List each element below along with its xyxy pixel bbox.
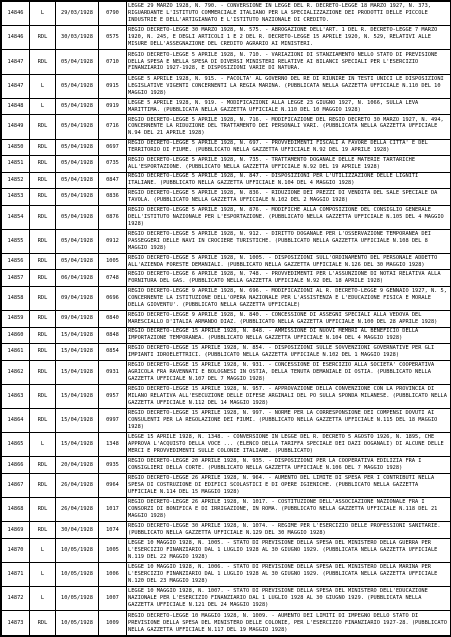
act-title: REGIO DECRETO-LEGGE 5 APRILE 1928, N. 912. - DIRITTO DOGANALE PER L'OSSERVAZIONE TEMPORANEA DEI PASSEGGERI DELLE NAVI IN CROCIERE TURISTICHE. (PUBBLICATO NELLA GAZZETTA UFFICIALE N.108 DEL 8 MAGGIO 1928) [127,229,451,253]
act-number: 0716 [99,115,127,139]
entry-number: 14869 [2,522,30,539]
table-row [2,538,451,562]
entry-number: 14857 [2,270,30,287]
act-date: 15/04/1928 [56,409,99,433]
act-title: REGIO DECRETO-LEGGE 5 APRILE 1928, N. 710. - VARIAZIONI DI STANZIAMENTO NELLO STATO DI PREVISIONE DELLA SPESA E NELLA SPESA DI DIVERSI MINISTERI RELATIVE AI BILANCI SPECIALI PER L'ESERCIZIO FINANZIARIO 1927-1928, E DISPOSIZIONI VARIE DI NATURA. [127,50,451,74]
act-date: 05/04/1928 [56,74,99,98]
act-type: RDL [30,498,56,522]
act-title: REGIO DECRETO-LEGGE 20 APRILE 1928, N. 935. - DISPOSIZIONI PER LA COOPERATIVA EDILIZIA FRA I CONSIGLIERI DELLA CORTE. (PUBBLICATO NELLA GAZZETTA UFFICIALE N.106 DEL 7 MAGGIO 1928) [127,457,451,474]
act-date: 29/03/1928 [56,2,99,26]
act-date: 06/04/1928 [56,270,99,287]
entry-number: 14860 [2,327,30,344]
act-type: L [30,538,56,562]
entry-number: 14847 [2,50,30,74]
act-date: 09/04/1928 [56,286,99,310]
entry-number: 14862 [2,360,30,384]
act-type: RDL [30,189,56,206]
act-number: 0848 [99,327,127,344]
act-title: REGIO DECRETO-LEGGE 5 APRILE 1928, N. 716. - MODIFICAZIONE DEL REGIO DECRETO 30 MARZO 1927, N. 494, CONCERNENTE LA RIDUZIONE DEL TRATTAMENTO DEI PERSONALI VARI. (PUBBLICATA NELLA GAZZETTA UFFICIALE N.94 DEL 21 APRILE 1928) [127,115,451,139]
entry-number: 14856 [2,253,30,270]
act-type: L [30,2,56,26]
table-row [2,311,451,328]
act-title: REGIO DECRETO-LEGGE 15 APRILE 1928, N. 931. - CONCESSIONE DI ESERCIZIO ALLA SOCIETA' COOPERATIVA AGRICOLA FRA RAVENNATI E BOLOGNESI IN OSTIA, DELLA TENUTA DEMANIALE DI OSTIA. (PUBBLICATO NELLA GAZZETTA UFFICIALE N.107 DEL 7 MAGGIO 1928) [127,360,451,384]
table-row [2,74,451,98]
table-row [2,139,451,156]
act-date: 10/05/1928 [56,563,99,587]
act-title: LEGGE 29 MARZO 1928, N. 790. - CONVERSIONE IN LEGGE DEL R. DECRETO-LEGGE 18 MARZO 1927, N. 373, RIGUARDANTE L'ISTITUTO COMMERCIALE ITALIANO PER LA SPECIALIZZAZIONE DEI PRODOTTI DELLE PICCOLE INDUSTRIE E DELL'ARTIGIANATO E L'ISTITUTO NAZIONALE DI CREDITO. [127,2,451,26]
act-date: 10/05/1928 [56,611,99,636]
act-title: REGIO DECRETO-LEGGE 15 APRILE 1928, N. 997. - NORME PER LA CORRESPONSIONE DEI COMPENSI DOVUTI AI CONSULENTI PER LA REGOLAZIONE DEI FIUMI. (PUBBLICATO NELLA GAZZETTA UFFICIALE N.115 DEL 18 MAGGIO 1928) [127,409,451,433]
entry-number: 14870 [2,538,30,562]
act-title: REGIO DECRETO-LEGGE 5 APRILE 1928, N. 735. - TRATTAMENTO DOGANALE DELLE MATERIE TARTARICHE ALL'ESPORTAZIONE. (PUBBLICATO NELLA GAZZETTA UFFICIALE N.92 DEL 19 APRILE 1928) [127,156,451,173]
act-date: 26/04/1928 [56,498,99,522]
act-number: 0790 [99,2,127,26]
entry-number: 14853 [2,189,30,206]
act-title: LEGGE 15 APRILE 1928, N. 1348. - CONVERSIONE IN LEGGE DEL R. DECRETO 5 AGOSTO 1926, N. 1895, CHE APPROVA L'ACQUISTO DELLA VOCE ... (ELENCO DELLA TARIFFA SPECIALE DEI DAZI DOGANALI) DI ALCUNE DELLE MERCI E PROVVEDIMENTI SULLE COLONIE ITALIANE. (PUBBLICATO) [127,433,451,457]
act-date: 05/04/1928 [56,172,99,189]
act-title: LEGGE 10 MAGGIO 1928, N. 1007. - STATO DI PREVISIONE DELLA SPESA DEL MINISTERO DELL'EDUCAZIONE NAZIONALE PER L'ESERCIZIO FINANZIARIO DAL 1 LUGLIO 1928 AL 30 GIUGNO 1929. (PUBBLICATA NELLA GAZZETTA UFFICIALE N.121 DEL 24 MAGGIO 1928) [127,587,451,611]
act-number: 1005 [99,538,127,562]
act-type: RDL [30,473,56,497]
act-number: 0931 [99,360,127,384]
act-type: RDL [30,286,56,310]
act-date: 05/04/1928 [56,50,99,74]
act-number: 1074 [99,522,127,539]
act-type: RDL [30,172,56,189]
table-row [2,327,451,344]
table-row [2,286,451,310]
act-number: 0912 [99,229,127,253]
entry-number: 14849 [2,115,30,139]
act-type: L [30,98,56,115]
entry-number: 14868 [2,498,30,522]
act-number: 0919 [99,98,127,115]
entry-number: 14855 [2,229,30,253]
act-type: L [30,74,56,98]
entry-number: 14858 [2,286,30,310]
act-date: 05/04/1928 [56,229,99,253]
act-type: RDL [30,205,56,229]
table-row [2,2,451,26]
act-type: RDL [30,344,56,361]
entry-number: 14852 [2,172,30,189]
act-title: REGIO DECRETO-LEGGE 30 APRILE 1928, N. 1074. - REGIME PER L'ESERCIZIO DELLE PROFESSIONI SANITARIE. (PUBBLICATO NELLA GAZZETTA UFFICIALE N.129 DEL 30 MAGGIO 1928) [127,522,451,539]
act-number: 0915 [99,74,127,98]
entry-number: 14848 [2,98,30,115]
act-date: 10/05/1928 [56,538,99,562]
act-date: 05/04/1928 [56,115,99,139]
table-row [2,253,451,270]
act-number: 0575 [99,26,127,50]
table-row [2,457,451,474]
act-title: REGIO DECRETO-LEGGE 9 APRILE 1928, N. 840. - CONCESSIONE DI ASSEGNI SPECIALI ALLA VEDOVA DEL MARESCIALLO D'ITALIA ARMANDO DIAZ. (PUBBLICATO NELLA GAZZETTA UFFICIALE N.100 DEL 28 APRILE 1928) [127,311,451,328]
table-row [2,433,451,457]
entry-number: 14864 [2,409,30,433]
act-type: RDL [30,156,56,173]
table-row [2,360,451,384]
act-number: 0997 [99,409,127,433]
act-type: L [30,587,56,611]
act-date: 20/04/1928 [56,457,99,474]
table-row [2,172,451,189]
act-number: 0836 [99,189,127,206]
entry-number: 14846 [2,26,30,50]
act-title: REGIO DECRETO-LEGGE 9 APRILE 1928, N. 696. - MODIFICAZIONI AL R. DECRETO-LEGGE 9 GENNAIO 1927, N. 5, CONCERNENTE LA ISTITUZIONE DELL'OPERA NAZIONALE PER L'ASSISTENZA E L'EDUCAZIONE FISICA E MORALE DELLA GIOVENTU'. (PUBBLICATO NELLA GAZZETTA UFFICIALE) [127,286,451,310]
act-title: LEGGE 10 MAGGIO 1928, N. 1006. - STATO DI PREVISIONE DELLA SPESA DEL MINISTERO DELLA MARINA PER L'ESERCIZIO FINANZIARIO DAL 1 LUGLIO 1928 AL 30 GIUGNO 1929. (PUBBLICATA NELLA GAZZETTA UFFICIALE N.120 DEL 23 MAGGIO 1928) [127,563,451,587]
act-type: RDL [30,522,56,539]
act-date: 09/04/1928 [56,311,99,328]
table-row [2,344,451,361]
entry-number: 14861 [2,344,30,361]
act-title: REGIO DECRETO-LEGGE 5 APRILE 1928, N. 697. - PROVVEDIMENTI FISCALI A FAVORE DELLA CITTA' E DEL TERRITORIO DI FIUME. (PUBBLICATO NELLA GAZZETTA UFFICIALE N.92 DEL 19 APRILE 1928) [127,139,451,156]
act-title: LEGGE 10 MAGGIO 1928, N. 1005. - STATO DI PREVISIONE DELLA SPESA DEL MINISTERO DELLA GUERRA PER L'ESERCIZIO FINANZIARIO DAL 1 LUGLIO 1928 AL 30 GIUGNO 1929. (PUBBLICATA NELLA GAZZETTA UFFICIALE N.119 DEL 22 MAGGIO 1928) [127,538,451,562]
act-number: 0697 [99,139,127,156]
act-date: 15/04/1928 [56,433,99,457]
entry-number: 14863 [2,384,30,408]
table-row [2,409,451,433]
entry-number: 14847 [2,74,30,98]
act-title: LEGGE 5 APRILE 1928, N. 915. - FACOLTA' AL GOVERNO DEL RE DI RIUNIRE IN TESTI UNICI LE DISPOSIZIONI LEGISLATIVE VIGENTI CONCERNENTI LA REGIA MARINA. (PUBBLICATA NELLA GAZZETTA UFFICIALE N.110 DEL 10 MAGGIO 1928) [127,74,451,98]
act-date: 05/04/1928 [56,156,99,173]
entry-number: 14871 [2,563,30,587]
entry-number: 14850 [2,139,30,156]
table-row [2,473,451,497]
act-title: REGIO DECRETO-LEGGE 26 APRILE 1928, N. 964. - AUMENTO DEL LIMITE DI SPESA PER I CONTRIBUTI NELLA SPESA DI COSTRUZIONE DI EDIFICI SCOLASTICI E DI OPERE IGIENICHE. (PUBBLICATO NELLA GAZZETTA UFFICIALE N.114 DEL 15 MAGGIO 1928) [127,473,451,497]
act-date: 30/03/1928 [56,26,99,50]
act-title: REGIO DECRETO-LEGGE 5 APRILE 1928, N. 836. - RIDUZIONE DEI PREZZI DI VENDITA DEL SALE SPECIALE DA TAVOLA. (PUBBLICATO NELLA GAZZETTA UFFICIALE N.102 DEL 2 MAGGIO 1928) [127,189,451,206]
act-number: 0957 [99,384,127,408]
act-type: RDL [30,26,56,50]
act-number: 1005 [99,253,127,270]
act-type: RDL [30,270,56,287]
act-type: RDL [30,457,56,474]
act-type: L [30,433,56,457]
table-row [2,189,451,206]
act-number: 1006 [99,563,127,587]
act-title: REGIO DECRETO-LEGGE 10 MAGGIO 1928, N. 1009. - AUMENTO DEI LIMITI DI IMPEGNO DELLO STATO DI PREVISIONE DELLA SPESA DEL MINISTERO DELLE COLONIE, PER L'ESERCIZIO FINANZIARIO 1927-28. (PUBBLICATO NELLA GAZZETTA UFFICIALE N.117 DEL 19 MAGGIO 1928) [127,611,451,636]
entry-number: 14872 [2,587,30,611]
act-type: RDL [30,360,56,384]
act-type: RDL [30,409,56,433]
act-number: 0748 [99,270,127,287]
table-row [2,384,451,408]
act-title: REGIO DECRETO-LEGGE 5 APRILE 1928, N. 1005. - DISPOSIZIONI SULL'ORDINAMENTO DEL PERSONALE ADDETTO ALL'AZIENDA FORESTE DEMANIALI. (PUBBLICATO NELLA GAZZETTA UFFICIALE N.126 DEL 30 MAGGIO 1928) [127,253,451,270]
table-row [2,115,451,139]
act-date: 05/04/1928 [56,253,99,270]
act-number: 0847 [99,172,127,189]
entry-number: 14867 [2,473,30,497]
act-date: 30/04/1928 [56,522,99,539]
table-row [2,229,451,253]
table-row [2,270,451,287]
act-number: 0854 [99,344,127,361]
act-date: 15/04/1928 [56,344,99,361]
table-row [2,498,451,522]
table-row [2,522,451,539]
act-number: 1348 [99,433,127,457]
act-type: RDL [30,611,56,636]
act-date: 15/04/1928 [56,360,99,384]
legislation-register-table [1,1,451,636]
act-date: 05/04/1928 [56,189,99,206]
entry-number: 14854 [2,205,30,229]
act-date: 10/05/1928 [56,587,99,611]
act-title: REGIO DECRETO-LEGGE 5 APRILE 1928, N. 876. - MODIFICHE ALLA COMPOSIZIONE DEL CONSIGLIO GENERALE DELL'ISTITUTO NAZIONALE PER L'ESPORTAZIONE. (PUBBLICATO NELLA GAZZETTA UFFICIALE N.105 DEL 4 MAGGIO 1928) [127,205,451,229]
act-number: 0710 [99,50,127,74]
act-date: 05/04/1928 [56,205,99,229]
table-row [2,205,451,229]
table-row [2,156,451,173]
act-type: RDL [30,311,56,328]
act-number: 0964 [99,473,127,497]
act-number: 0735 [99,156,127,173]
act-number: 0840 [99,311,127,328]
act-title: REGIO DECRETO-LEGGE 5 APRILE 1928, N. 847. - DISPOSIZIONI PER L'UTILIZZAZIONE DELLE LIGNITI ITALIANE. (PUBBLICATO NELLA GAZZETTA UFFICIALE N.104 DEL 4 MAGGIO 1928) [127,172,451,189]
act-date: 05/04/1928 [56,139,99,156]
act-type: RDL [30,229,56,253]
act-title: REGIO DECRETO-LEGGE 15 APRILE 1928, N. 848. - AMMISSIONE DI NUOVI MEMBRI AL BENEFICIO DELLA IMPORTAZIONE TEMPORANEA. (PUBBLICATO NELLA GAZZETTA UFFICIALE N.104 DEL 4 MAGGIO 1928) [127,327,451,344]
table-row [2,587,451,611]
table-row [2,98,451,115]
act-title: REGIO DECRETO-LEGGE 30 MARZO 1928, N. 575. - ABROGAZIONE DELL'ART. 1 DEL R. DECRETO-LEGGE 7 MARZO 1920, N. 245, E DEGLI ARTICOLI 1 E 2 DEL R. DECRETO-LEGGE 15 APRILE 1920, N. 529, RELATIVI ALLE MISURE DELL'ASSEGNAZIONE DEL CREDITO AGRARIO AI MINISTERI. [127,26,451,50]
entry-number: 14866 [2,457,30,474]
act-title: REGIO DECRETO-LEGGE 6 APRILE 1928, N. 748. - PROVVEDIMENTI PER L'ASSUNZIONE DI NOTAI RELATIVA ALLA FORNITURA DEL GAS. (PUBBLICATO NELLA GAZZETTA UFFICIALE N.92 DEL 18 APRILE 1928) [127,270,451,287]
act-type: RDL [30,384,56,408]
act-number: 1007 [99,587,127,611]
act-date: 05/04/1928 [56,98,99,115]
act-type: L [30,563,56,587]
table-row [2,611,451,636]
act-title: REGIO DECRETO-LEGGE 15 APRILE 1928, N. 854. - DISPOSIZIONI SULLE SOVVENZIONI GOVERNATIVE PER GLI IMPIANTI IDROELETTRICI. (PUBBLICATO NELLA GAZZETTA UFFICIALE N.102 DEL 1 MAGGIO 1928) [127,344,451,361]
table-row [2,563,451,587]
act-date: 15/04/1928 [56,384,99,408]
register-body [2,2,451,636]
entry-number: 14865 [2,433,30,457]
act-title: LEGGE 5 APRILE 1928, N. 919. - MODIFICAZIONI ALLA LEGGE 23 GIUGNO 1927, N. 1066, SULLA LEVA MARITTIMA. (PUBBLICATA NELLA GAZZETTA UFFICIALE N.110 DEL 10 MAGGIO 1928) [127,98,451,115]
entry-number: 14859 [2,311,30,328]
act-type: RDL [30,327,56,344]
act-type: RDL [30,50,56,74]
act-number: 0696 [99,286,127,310]
act-number: 0876 [99,205,127,229]
act-title: REGIO DECRETO-LEGGE 26 APRILE 1928, N. 1017. - COSTITUZIONE DELL'ASSOCIAZIONE NAZIONALE FRA I CONSORZI DI BONIFICA E DI IRRIGAZIONE, IN ROMA. (PUBBLICATO NELLA GAZZETTA UFFICIALE N.118 DEL 21 MAGGIO 1928) [127,498,451,522]
table-row [2,26,451,50]
entry-number: 14846 [2,2,30,26]
act-type: RDL [30,253,56,270]
act-number: 1017 [99,498,127,522]
act-title: REGIO DECRETO-LEGGE 15 APRILE 1928, N. 957. - APPROVAZIONE DELLA CONVENZIONE CON LA PROVINCIA DI MILANO RELATIVA ALL'ESECUZIONE DELLE DIFESE ARGINALI DEL PO SULLA SPONDA MILANESE. (PUBBLICATO NELLA GAZZETTA UFFICIALE N.112 DEL 14 MAGGIO 1928) [127,384,451,408]
table-row [2,50,451,74]
act-number: 1009 [99,611,127,636]
act-type: RDL [30,139,56,156]
entry-number: 14873 [2,611,30,636]
act-number: 0935 [99,457,127,474]
act-type: RDL [30,115,56,139]
act-date: 26/04/1928 [56,473,99,497]
act-date: 15/04/1928 [56,327,99,344]
entry-number: 14851 [2,156,30,173]
